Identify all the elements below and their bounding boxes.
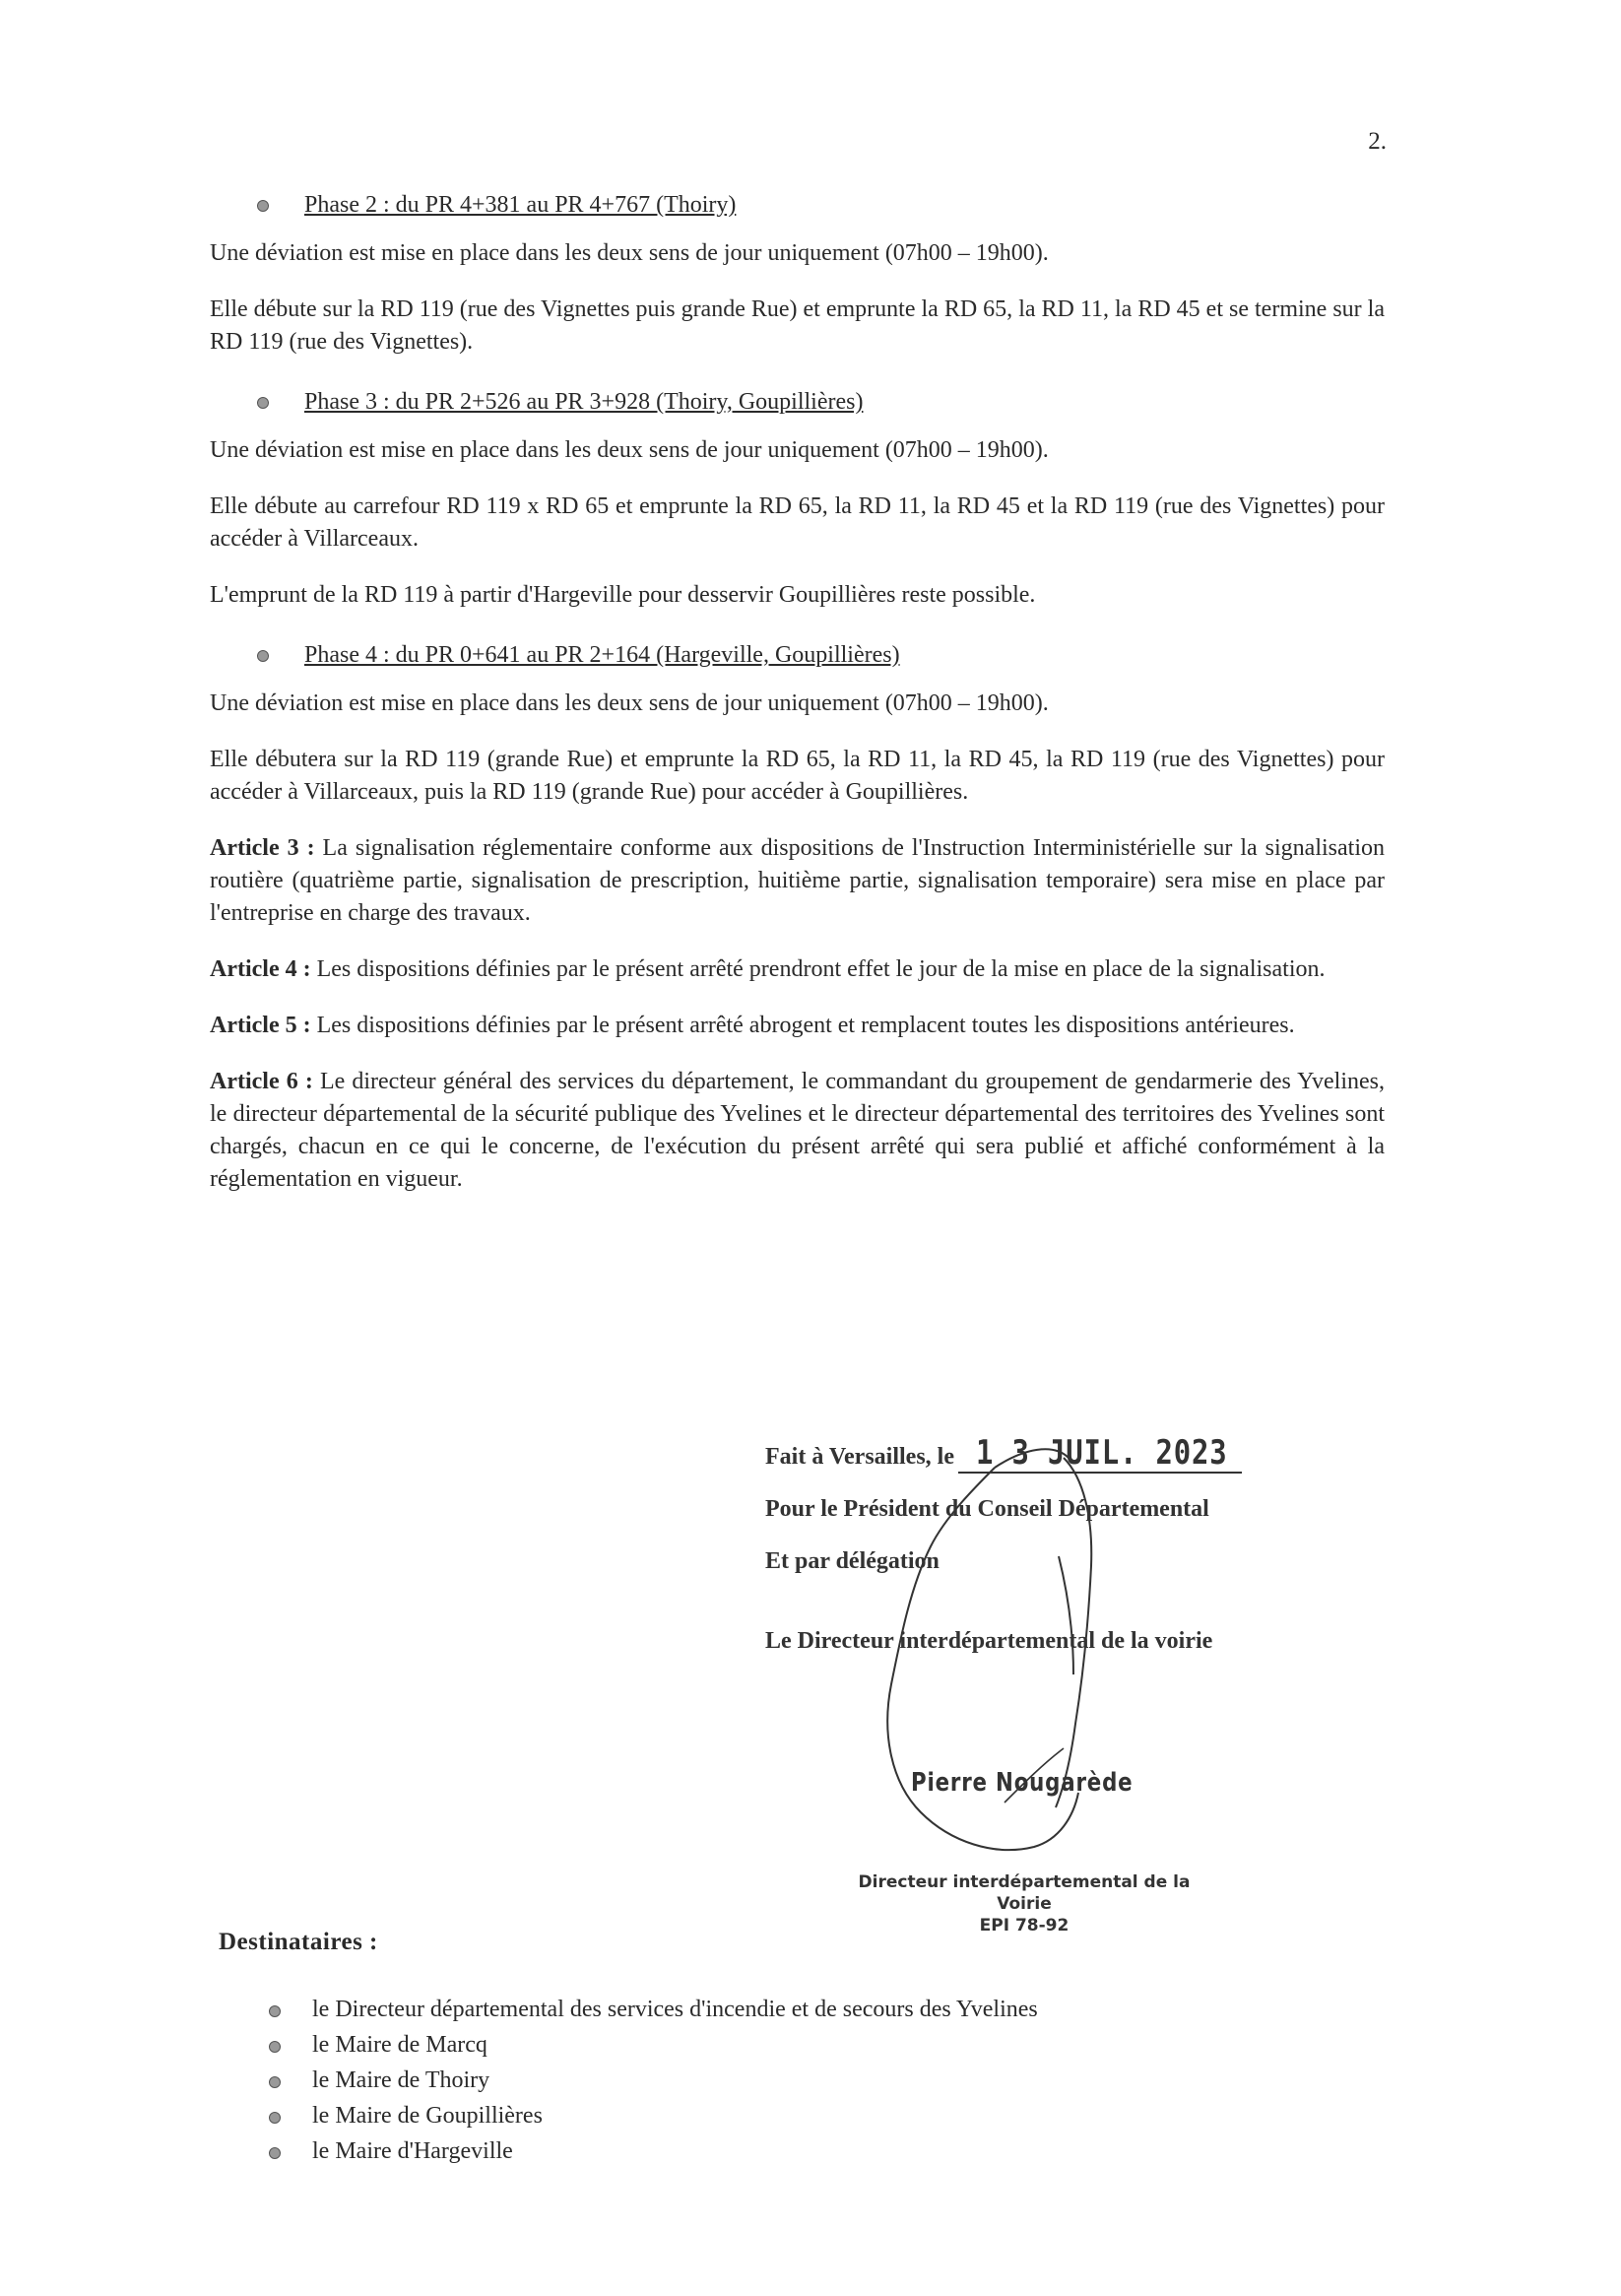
- signatory-authority: Pour le Président du Conseil Départemental: [765, 1496, 1209, 1522]
- article-5: [210, 1010, 1385, 1042]
- signatory-function: Le Directeur interdépartemental de la voirie: [765, 1628, 1213, 1654]
- phase-heading: [210, 386, 1385, 419]
- list-item: [261, 2027, 1038, 2063]
- recipient: le Maire de Thoiry: [312, 2067, 490, 2093]
- signature-block: [765, 1433, 1277, 1677]
- bullet-icon: [257, 200, 269, 212]
- name-stamp: Pierre Nougarède: [911, 1768, 1134, 1798]
- article-label: Article 4 :: [210, 956, 311, 982]
- paragraph: Une déviation est mise en place dans les deux sens de jour uniquement (07h00 – 19h00).: [210, 240, 1049, 266]
- recipient: le Maire de Marcq: [312, 2032, 487, 2058]
- paragraph: Elle débute sur la RD 119 (rue des Vignettes puis grande Rue) et emprunte la RD 65, la RD 11, la RD 45 et se termine sur la RD 119 (rue des Vignettes).: [210, 296, 1385, 355]
- date-stamp: 1 3 JUIL. 2023: [975, 1433, 1228, 1473]
- title-stamp: [847, 1871, 1201, 1936]
- paragraph: Une déviation est mise en place dans les deux sens de jour uniquement (07h00 – 19h00).: [210, 690, 1049, 716]
- bullet-icon: [269, 2147, 281, 2159]
- bullet-icon: [269, 2005, 281, 2017]
- list-item: [261, 1992, 1038, 2027]
- page-number: 2.: [1368, 128, 1387, 155]
- article-label: Article 3 :: [210, 835, 315, 861]
- list-item: [261, 2098, 1038, 2133]
- phase-heading: [210, 189, 1385, 222]
- bullet-icon: [269, 2112, 281, 2124]
- article-6: [210, 1066, 1385, 1196]
- paragraph: Elle débute au carrefour RD 119 x RD 65 et emprunte la RD 65, la RD 11, la RD 45 et la RD 119 (rue des Vignettes) pour accéder à Villarceaux.: [210, 493, 1385, 552]
- recipient: le Maire d'Hargeville: [312, 2138, 513, 2164]
- phase-title: Phase 3 : du PR 2+526 au PR 3+928 (Thoiry, Goupillières): [304, 389, 864, 415]
- phase-title: Phase 2 : du PR 4+381 au PR 4+767 (Thoiry): [304, 192, 737, 218]
- recipients-heading: Destinataires :: [219, 1929, 378, 1955]
- bullet-icon: [269, 2076, 281, 2088]
- article-4: [210, 953, 1385, 986]
- bullet-icon: [269, 2041, 281, 2053]
- recipient: le Maire de Goupillières: [312, 2103, 543, 2129]
- bullet-icon: [257, 397, 269, 409]
- recipient: le Directeur départemental des services d'incendie et de secours des Yvelines: [312, 1997, 1038, 2022]
- document-body: [210, 189, 1385, 1219]
- paragraph: Elle débutera sur la RD 119 (grande Rue) et emprunte la RD 65, la RD 11, la RD 45, la RD 119 (rue des Vignettes) pour accéder à Villarceaux, puis la RD 119 (grande Rue) pour accéder à Goupillières.: [210, 747, 1385, 805]
- paragraph: L'emprunt de la RD 119 à partir d'Hargeville pour desservir Goupillières reste possible.: [210, 582, 1036, 608]
- article-label: Article 6 :: [210, 1069, 313, 1094]
- phase-heading: [210, 639, 1385, 672]
- delegation-line: Et par délégation: [765, 1548, 940, 1574]
- date-underline: [958, 1433, 1242, 1474]
- article-text: Les dispositions définies par le présent arrêté prendront effet le jour de la mise en place de la signalisation.: [316, 956, 1326, 982]
- article-text: La signalisation réglementaire conforme aux dispositions de l'Instruction Interministérielle sur la signalisation routière (quatrième partie, signalisation de prescription, huitième partie, signalisation temporaire) sera mise en place par l'entreprise en charge des travaux.: [210, 835, 1386, 926]
- bullet-icon: [257, 650, 269, 662]
- place-label: Fait à Versailles, le: [765, 1444, 954, 1470]
- article-text: Les dispositions définies par le présent arrêté abrogent et remplacent toutes les dispositions antérieures.: [316, 1013, 1295, 1038]
- title-stamp-line: Directeur interdépartemental de la Voirie: [858, 1872, 1191, 1914]
- paragraph: Une déviation est mise en place dans les deux sens de jour uniquement (07h00 – 19h00).: [210, 437, 1049, 463]
- list-item: [261, 2133, 1038, 2169]
- article-text: Le directeur général des services du département, le commandant du groupement de gendarmerie des Yvelines, le directeur départemental de la sécurité publique des Yvelines et le directeur départemental des territoires des Yvelines sont chargés, chacun en ce qui le concerne, de l'exécution du présent arrêté qui sera publié et affiché conformément à la réglementation en vigueur.: [210, 1069, 1386, 1192]
- article-label: Article 5 :: [210, 1013, 311, 1038]
- list-item: [261, 2063, 1038, 2098]
- phase-title: Phase 4 : du PR 0+641 au PR 2+164 (Hargeville, Goupillières): [304, 642, 900, 668]
- article-3: [210, 832, 1385, 930]
- title-stamp-line: EPI 78-92: [979, 1916, 1070, 1935]
- recipients-list: [261, 1992, 1038, 2169]
- place-date-line: [765, 1433, 1277, 1474]
